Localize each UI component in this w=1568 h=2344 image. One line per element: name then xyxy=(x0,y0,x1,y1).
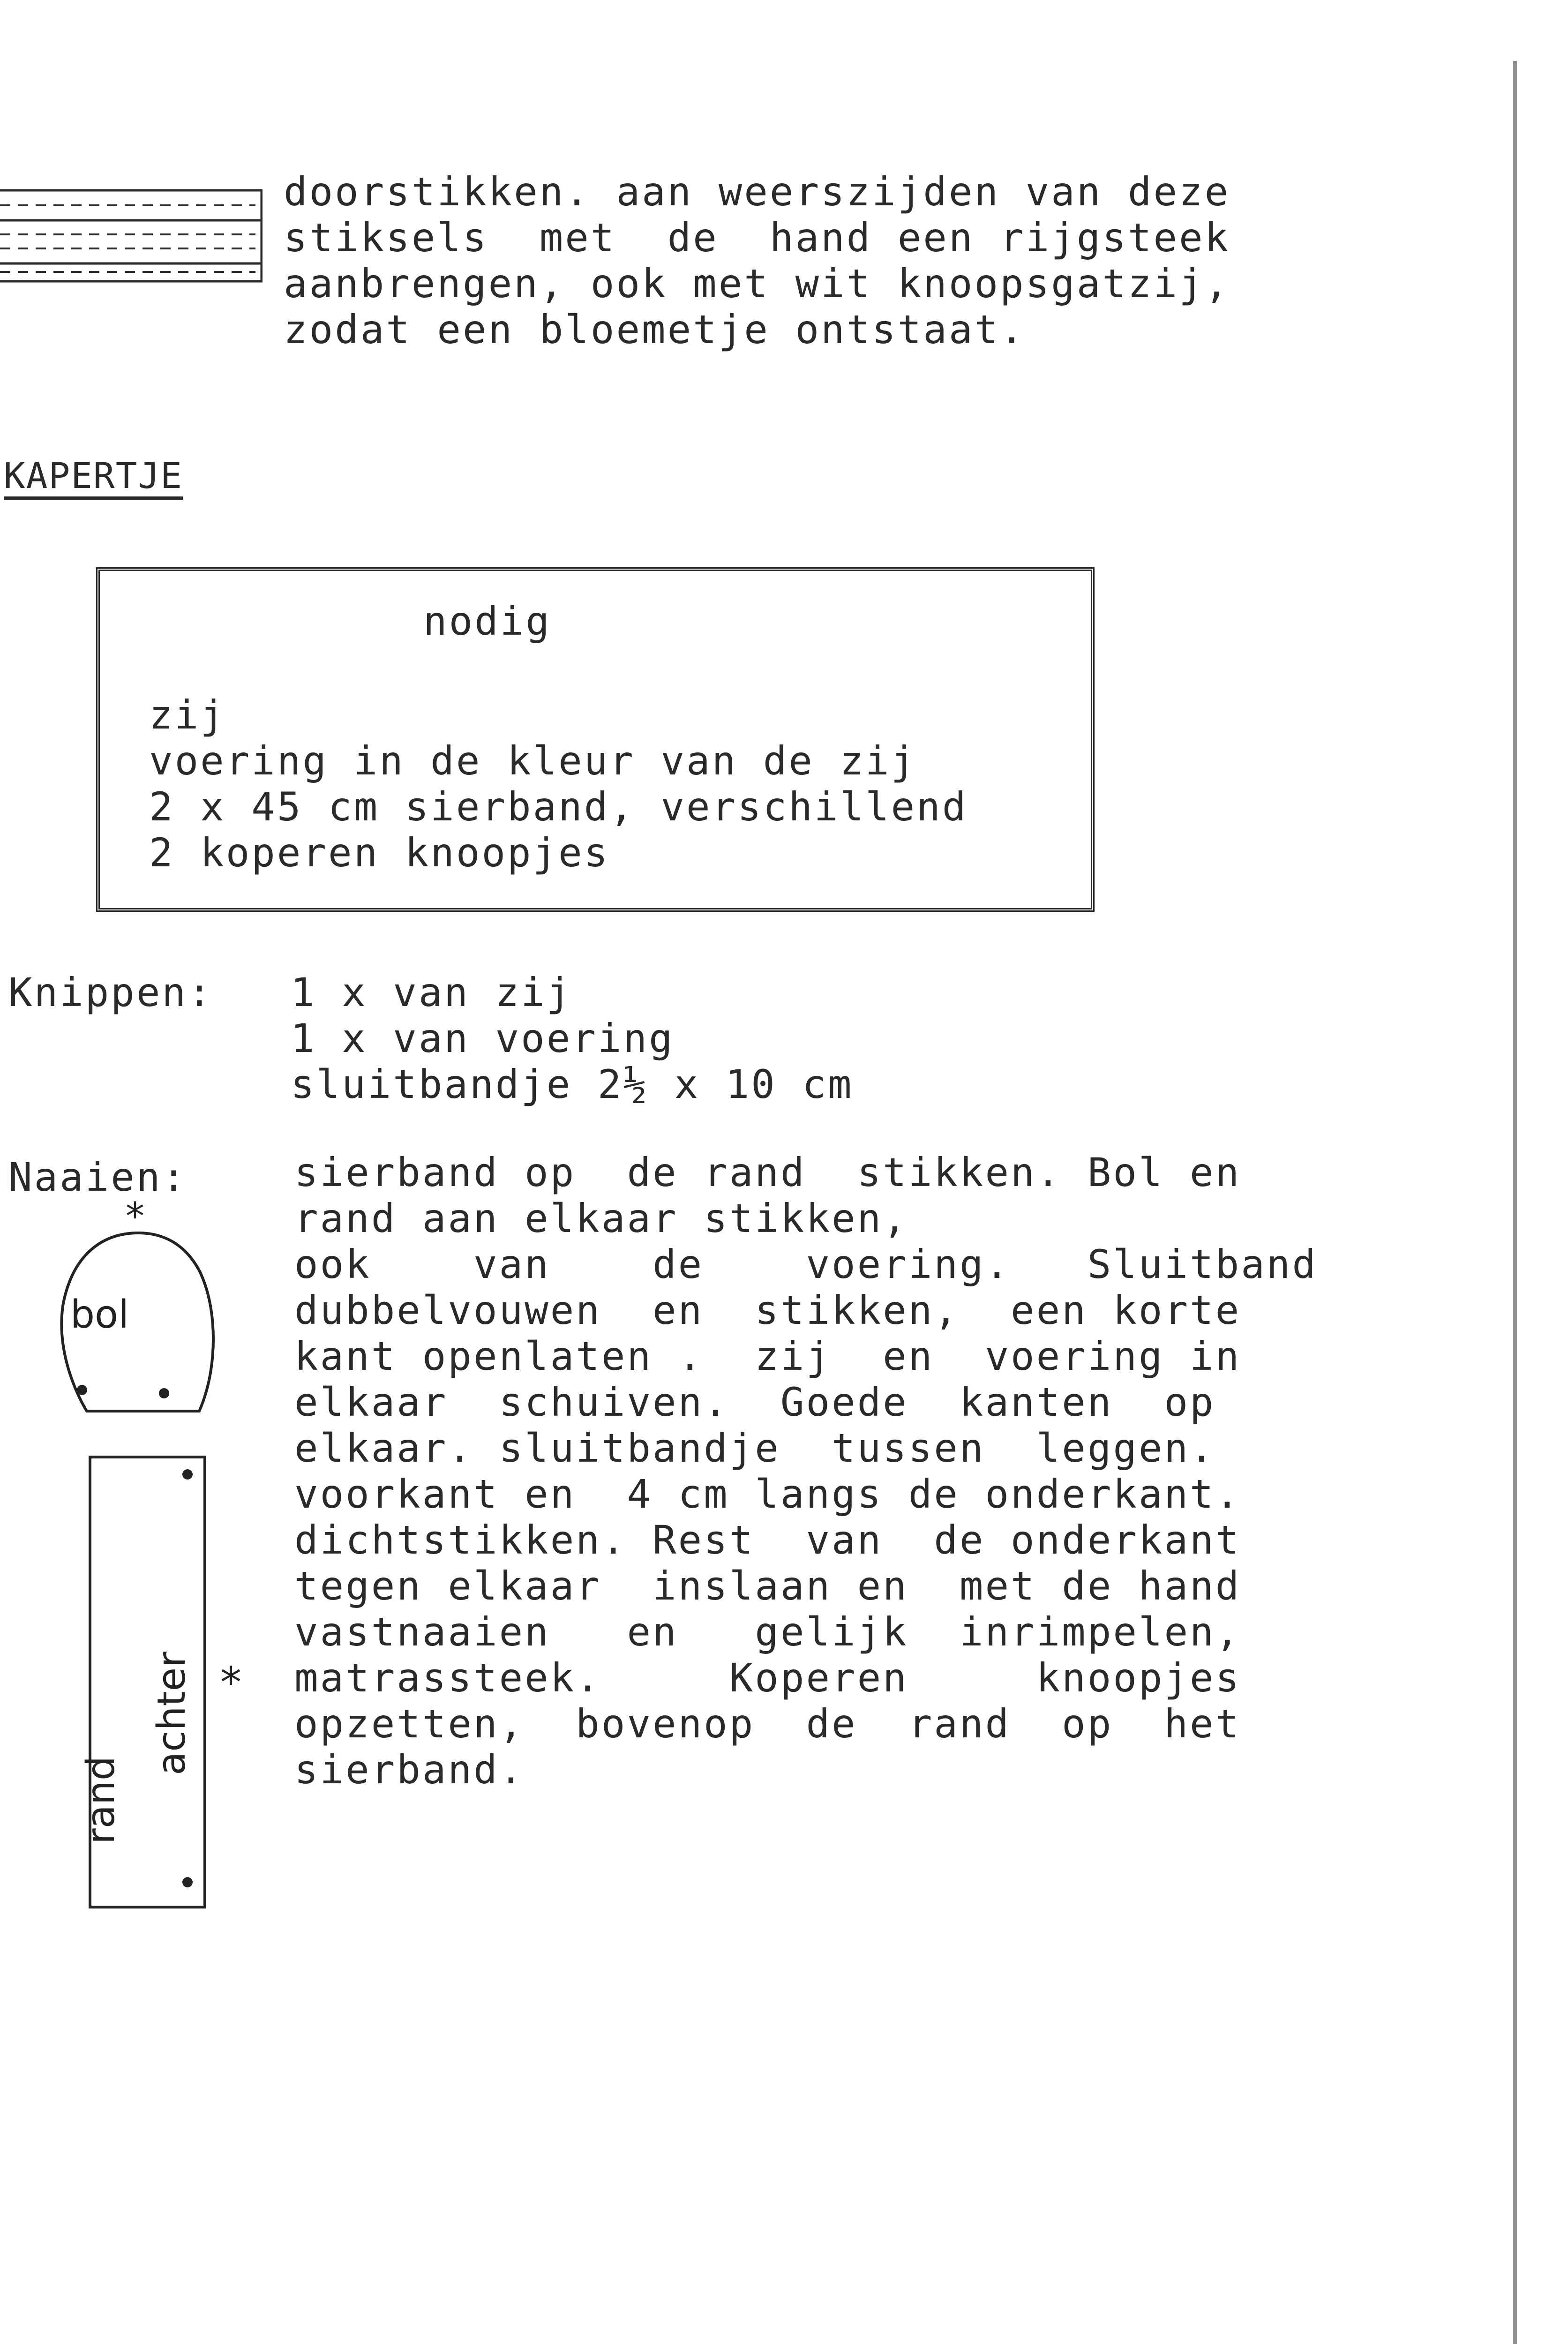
materials-list xyxy=(149,692,968,876)
asterisk-mark: * xyxy=(220,1658,241,1707)
sew-line: opzetten, bovenop de rand op het xyxy=(294,1701,1241,1747)
sew-line: sierband op de rand stikken. Bol en xyxy=(294,1149,1241,1195)
intro-paragraph xyxy=(284,169,1230,353)
sew-instructions xyxy=(294,1149,1318,1793)
sew-label: Naaien: xyxy=(8,1154,188,1200)
sew-line: sierband. xyxy=(294,1747,525,1793)
materials-item: zij xyxy=(149,692,226,738)
achter-label: achter xyxy=(149,1652,194,1775)
cut-item: 1 x van voering xyxy=(291,1015,675,1061)
intro-line: aanbrengen, ook met wit knoopsgatzij, xyxy=(284,261,1230,307)
sew-line: ook van de voering. Sluitband xyxy=(294,1241,1318,1287)
sew-line: matrassteek. Koperen knoopjes xyxy=(294,1655,1241,1701)
section-title: KAPERTJE xyxy=(4,455,183,496)
cut-item: sluitbandje 2½ x 10 cm xyxy=(291,1061,854,1107)
sew-line: dichtstikken. Rest van de onderkant xyxy=(294,1517,1241,1563)
stitch-lines-diagram xyxy=(0,188,263,284)
sew-line: elkaar. sluitbandje tussen leggen. xyxy=(294,1425,1215,1471)
intro-line: stiksels met de hand een rijgsteek xyxy=(284,215,1230,261)
cut-list xyxy=(291,969,854,1107)
materials-item: voering in de kleur van de zij xyxy=(149,738,917,784)
materials-item: 2 x 45 cm sierband, verschillend xyxy=(149,784,968,830)
asterisk-mark: * xyxy=(126,1195,144,1238)
sew-line: vastnaaien en gelijk inrimpelen, xyxy=(294,1609,1241,1655)
bol-label: bol xyxy=(70,1292,129,1337)
sew-line: voorkant en 4 cm langs de onderkant. xyxy=(294,1471,1241,1517)
sew-line: tegen elkaar inslaan en met de hand xyxy=(294,1563,1241,1609)
materials-box xyxy=(96,567,1095,912)
page-edge-line xyxy=(1513,61,1517,2344)
intro-line: doorstikken. aan weerszijden van deze xyxy=(284,169,1230,215)
rand-label: rand xyxy=(78,1756,123,1844)
cut-item: 1 x van zij xyxy=(291,969,572,1015)
materials-title: nodig xyxy=(423,598,551,644)
sew-line: rand aan elkaar stikken, xyxy=(294,1195,908,1241)
sew-line: kant openlaten . zij en voering in xyxy=(294,1333,1241,1379)
cut-label: Knippen: xyxy=(8,969,213,1015)
intro-line: zodat een bloemetje ontstaat. xyxy=(284,307,1026,353)
materials-item: 2 koperen knoopjes xyxy=(149,830,610,876)
sew-line: elkaar schuiven. Goede kanten op xyxy=(294,1379,1215,1425)
sew-line: dubbelvouwen en stikken, een korte xyxy=(294,1287,1241,1333)
